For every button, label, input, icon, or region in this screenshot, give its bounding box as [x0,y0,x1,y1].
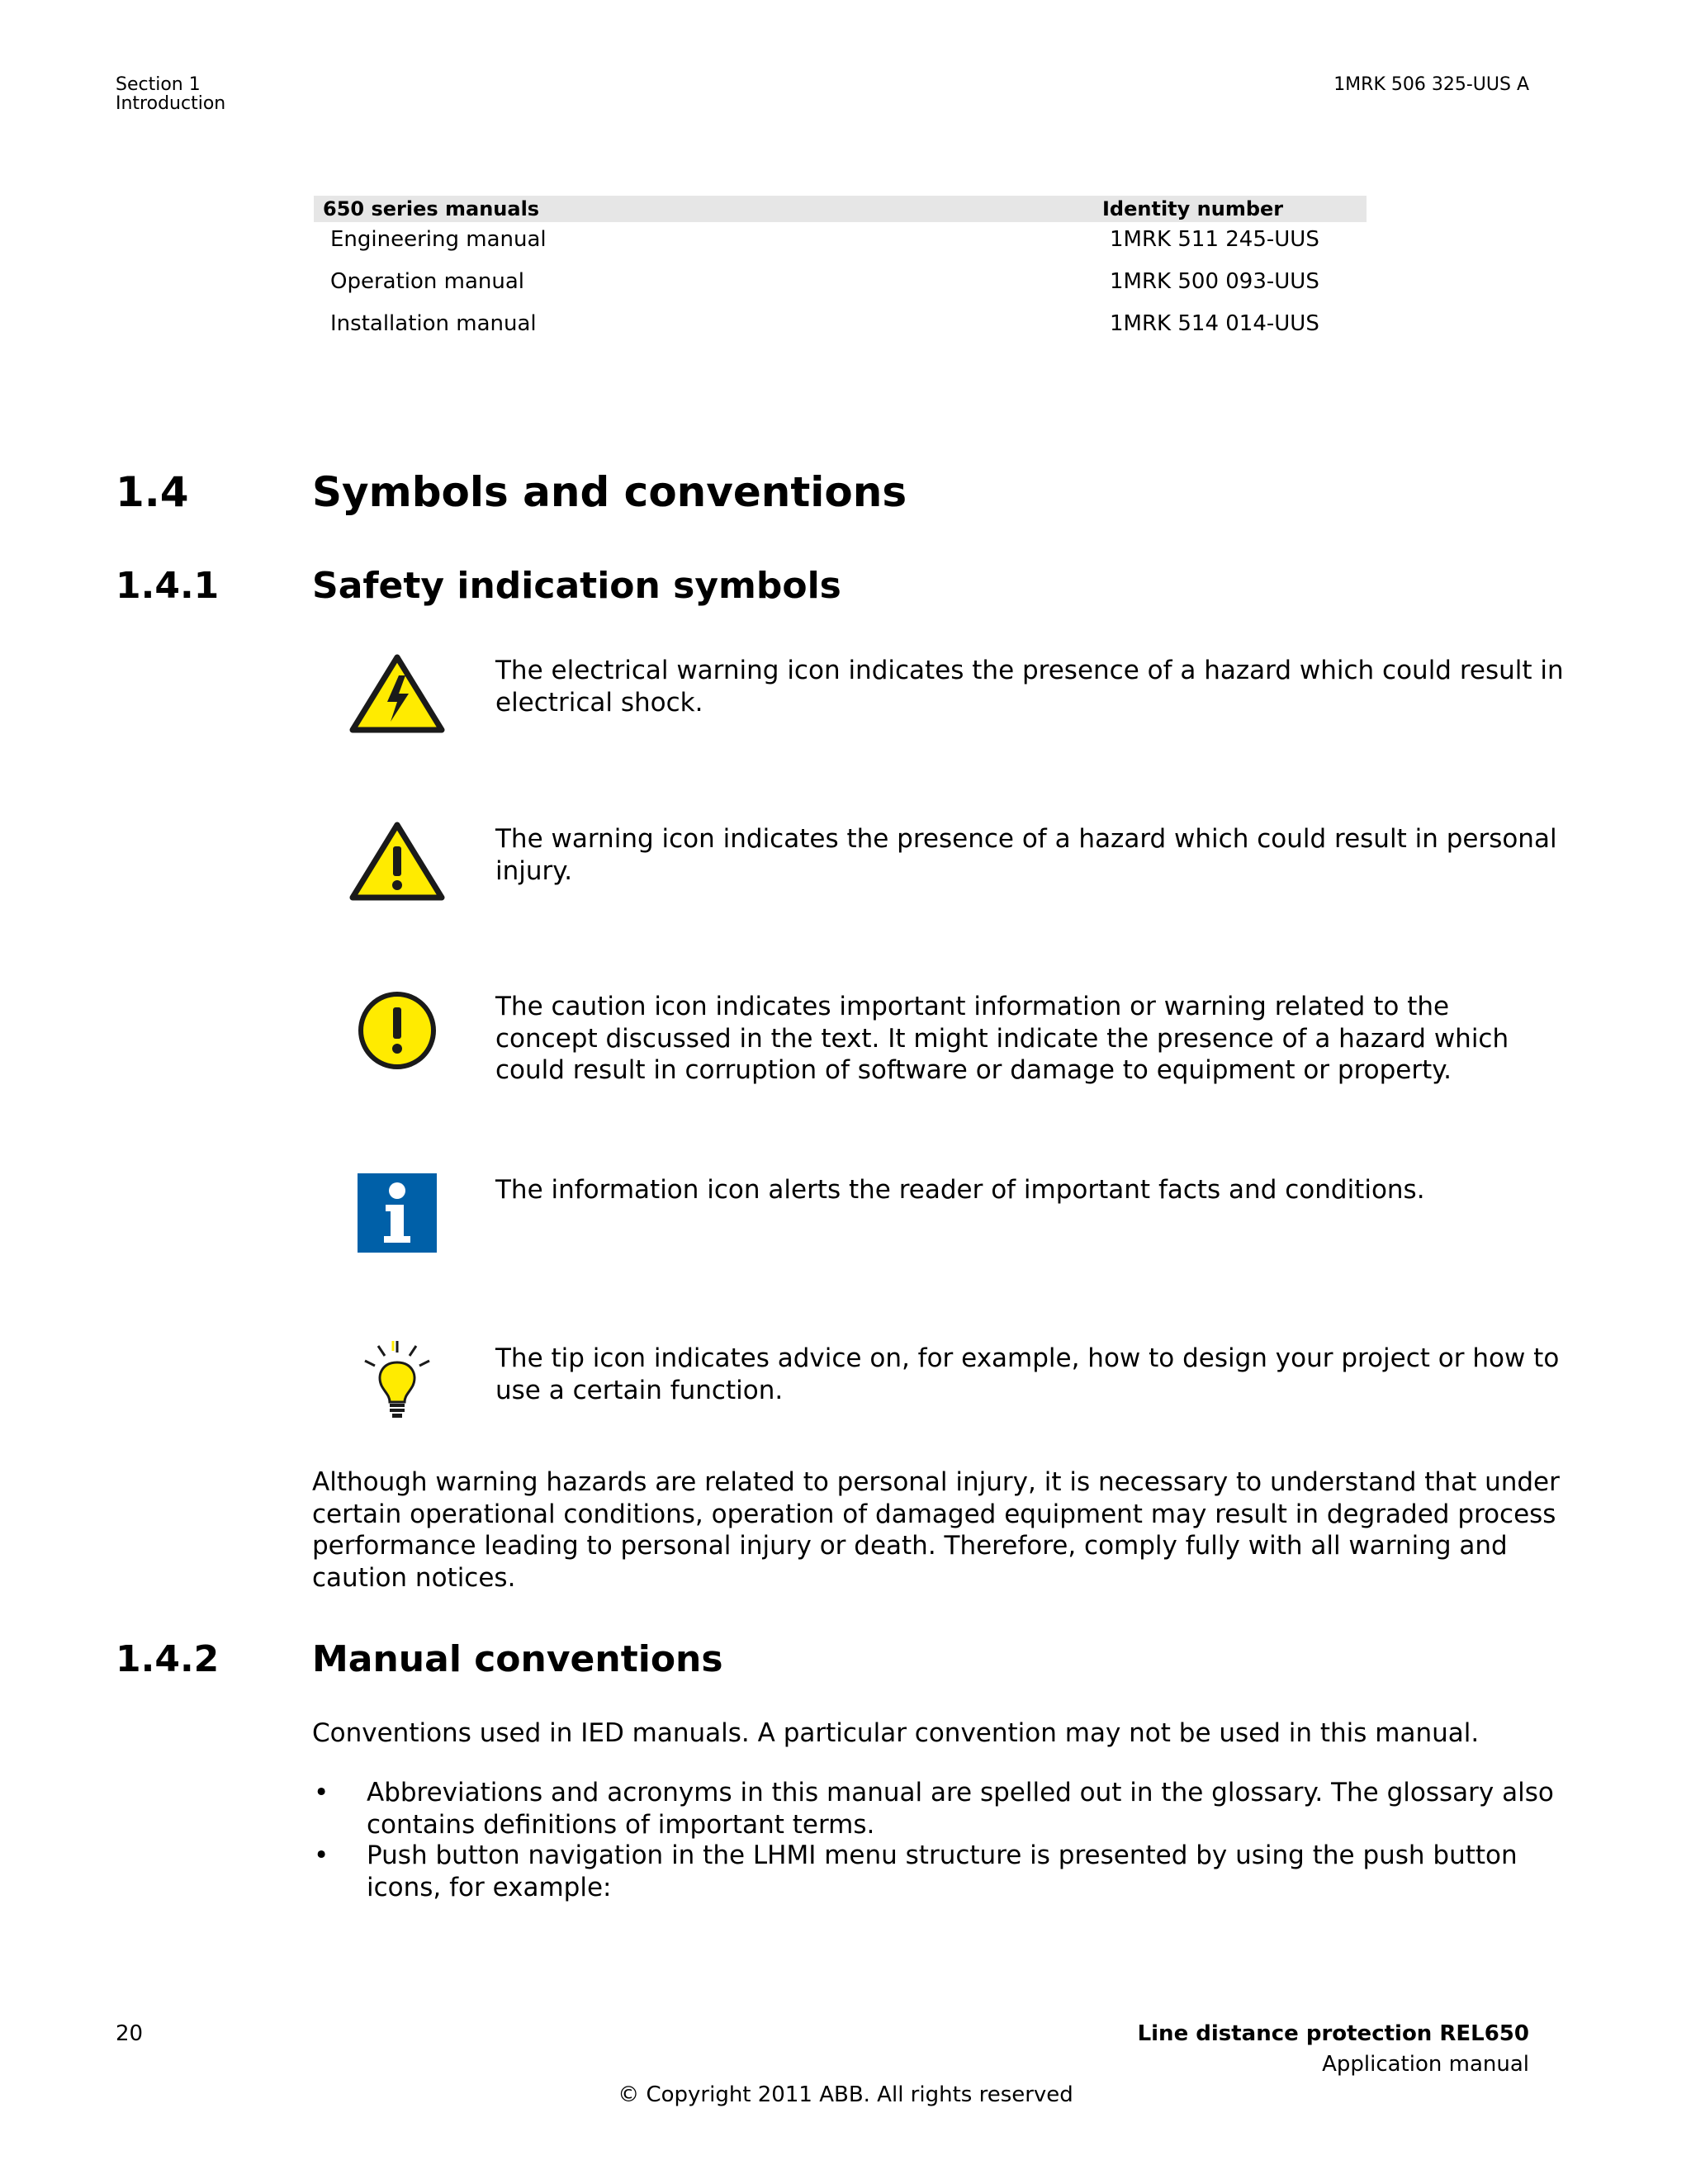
bullet-marker: • [314,1841,329,1870]
table-cell-manual: Engineering manual [330,227,547,252]
table-header-identity: Identity number [1102,197,1284,220]
footer-product-title: Line distance protection REL650 [1137,2021,1529,2046]
bullet-item: Abbreviations and acronyms in this manual are spelled out in the glossary. The glossary also contains definitions of important terms. [367,1778,1554,1840]
symbol-description: The caution icon indicates important information or warning related to the concept discussed in the text. It might indicate the presence of a hazard which could result in corruption of software or damage to equipment or property. [495,992,1509,1085]
table-cell-manual: Installation manual [330,311,537,336]
conventions-intro: Conventions used in IED manuals. A particular convention may not be used in this manual. [312,1718,1480,1748]
table-cell-manual: Operation manual [330,269,525,294]
copyright-notice: © Copyright 2011 ABB. All rights reserved [618,2082,1073,2107]
bullet-item: Push button navigation in the LHMI menu structure is presented by using the push button icons, for example: [367,1841,1518,1902]
hazard-paragraph: Although warning hazards are related to personal injury, it is necessary to understand that under certain operational conditions, operation of damaged equipment may result in degraded process performance leading to personal injury or death. Therefore, comply fully with all warning and caution notices. [312,1467,1560,1593]
page-number: 20 [116,2021,144,2046]
electrical-warning-icon [348,652,447,735]
information-icon [358,1173,437,1253]
subsection-title: Manual conventions [312,1638,723,1680]
table-cell-id: 1MRK 500 093-UUS [1110,269,1319,294]
header-chapter: Introduction [116,93,226,114]
bullet-marker: • [314,1778,329,1807]
header-section: Section 1 [116,74,201,95]
subsection-number: 1.4.1 [116,565,220,607]
footer-manual-type: Application manual [1322,2052,1529,2077]
table-header-manuals: 650 series manuals [323,197,540,220]
tip-icon [360,1338,434,1422]
symbol-description: The tip icon indicates advice on, for example, how to design your project or how to use a certain function. [495,1343,1560,1405]
table-cell-id: 1MRK 511 245-UUS [1110,227,1319,252]
symbol-description: The information icon alerts the reader of important facts and conditions. [495,1175,1425,1205]
symbol-description: The warning icon indicates the presence of a hazard which could result in personal injury. [495,824,1557,886]
symbol-description: The electrical warning icon indicates the presence of a hazard which could result in electrical shock. [495,656,1564,718]
table-cell-id: 1MRK 514 014-UUS [1110,311,1319,336]
section-number: 1.4 [116,468,189,516]
caution-icon [356,989,438,1072]
subsection-title: Safety indication symbols [312,565,841,607]
header-doc-id: 1MRK 506 325-UUS A [1333,74,1529,95]
section-title: Symbols and conventions [312,468,907,516]
warning-icon [348,820,447,902]
subsection-number: 1.4.2 [116,1638,220,1680]
